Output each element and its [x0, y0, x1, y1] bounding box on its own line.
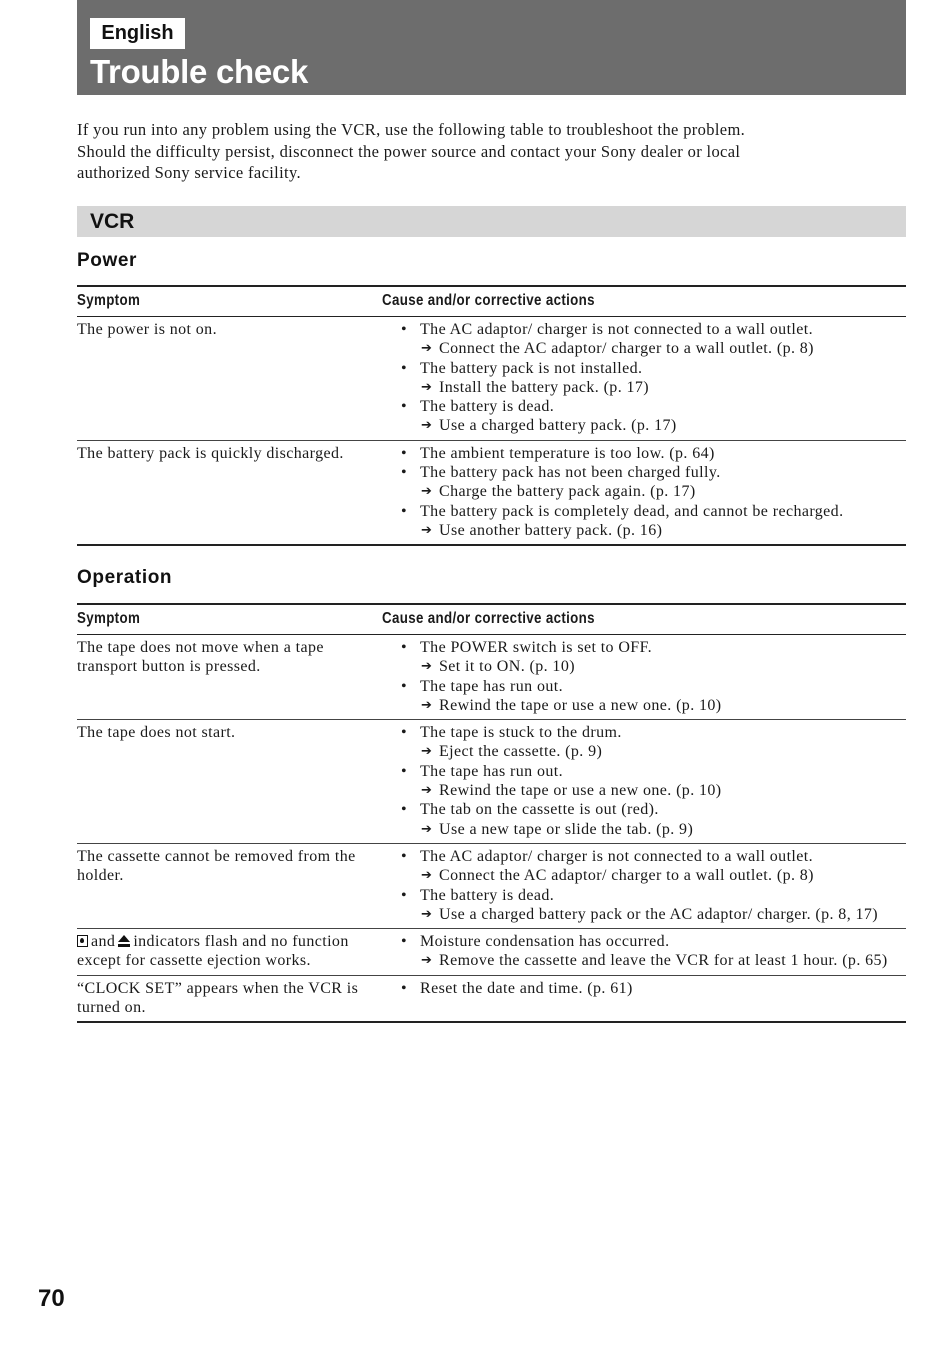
- intro-line: authorized Sony service facility.: [77, 163, 301, 183]
- arrow-right-icon: ➔: [421, 953, 433, 969]
- symptom-cell: [77, 635, 382, 720]
- cause-cell: [382, 440, 906, 545]
- cause-cell: [382, 720, 906, 844]
- cause-item: [382, 886, 906, 925]
- arrow-right-icon: ➔: [421, 522, 433, 538]
- action-text: Rewind the tape or use a new one. (p. 10): [439, 782, 722, 800]
- symptom-column-header: Symptom: [77, 604, 382, 635]
- action-text: Connect the AC adaptor/ charger to a wall outlet. (p. 8): [439, 867, 814, 885]
- cause-cell: [382, 317, 906, 441]
- corrective-action: [382, 657, 906, 676]
- cause-list: [382, 979, 906, 998]
- arrow-right-icon: ➔: [421, 868, 433, 884]
- cause-text: • The tape has run out.: [420, 677, 564, 695]
- action-text: Use a charged battery pack. (p. 17): [439, 417, 677, 435]
- symptom-cell: [77, 317, 382, 441]
- cause-item: [382, 320, 906, 359]
- symptom-text: The cassette cannot be removed from the holder.: [77, 847, 356, 885]
- action-text: Connect the AC adaptor/ charger to a wall outlet. (p. 8): [439, 340, 814, 358]
- corrective-action: [382, 416, 906, 435]
- page-number: 70: [38, 1285, 65, 1312]
- cause-item: [382, 762, 906, 801]
- corrective-action: [382, 866, 906, 885]
- cause-item: [382, 502, 906, 541]
- symptom-text: The tape does not start.: [77, 724, 236, 742]
- cause-item: [382, 359, 906, 398]
- intro-line: Should the difficulty persist, disconnect the power source and contact your Sony dealer or local: [77, 141, 741, 161]
- header-band: [77, 0, 906, 95]
- cause-item: [382, 397, 906, 436]
- symptom-text: “CLOCK SET” appears when the VCR is turned on.: [77, 979, 359, 1017]
- operation-rows: [77, 635, 906, 1023]
- cause-list: [382, 320, 906, 436]
- table-row: [77, 317, 906, 441]
- cause-item: [382, 847, 906, 886]
- power-rows: [77, 317, 906, 546]
- power-table: [77, 285, 906, 546]
- arrow-right-icon: ➔: [421, 659, 433, 675]
- cause-list: [382, 932, 906, 971]
- arrow-right-icon: ➔: [421, 341, 433, 357]
- cause-item: [382, 979, 906, 998]
- action-text: Eject the cassette. (p. 9): [439, 743, 603, 761]
- cause-column-header: Cause and/or corrective actions: [382, 286, 906, 317]
- language-label: English: [90, 18, 185, 49]
- corrective-action: [382, 696, 906, 715]
- power-heading: Power: [77, 250, 138, 271]
- symptom-cell: [77, 720, 382, 844]
- symptom-cell: [77, 975, 382, 1022]
- arrow-right-icon: ➔: [421, 379, 433, 395]
- table-row: [77, 635, 906, 720]
- corrective-action: [382, 742, 906, 761]
- action-text: Rewind the tape or use a new one. (p. 10): [439, 696, 722, 714]
- cause-cell: [382, 975, 906, 1022]
- cause-column-header: Cause and/or corrective actions: [382, 604, 906, 635]
- table-row: [77, 929, 906, 976]
- cause-item: [382, 800, 906, 839]
- cause-list: [382, 847, 906, 924]
- symptom-text: The power is not on.: [77, 321, 217, 338]
- cause-text: • The tape is stuck to the drum.: [420, 724, 622, 742]
- cause-cell: [382, 843, 906, 928]
- cause-item: [382, 723, 906, 762]
- corrective-action: [382, 482, 906, 501]
- cause-list: [382, 723, 906, 839]
- cause-item: [382, 932, 906, 971]
- corrective-action: [382, 905, 906, 924]
- cause-item: [382, 677, 906, 716]
- arrow-right-icon: ➔: [421, 418, 433, 434]
- symptom-cell: [77, 843, 382, 928]
- action-text: Remove the cassette and leave the VCR for at least 1 hour. (p. 65): [439, 952, 888, 970]
- cause-item: [382, 638, 906, 677]
- operation-heading: Operation: [77, 567, 173, 588]
- cause-text: • The tape has run out.: [420, 762, 564, 780]
- symptom-and-text: and: [91, 933, 116, 951]
- intro-line: If you run into any problem using the VCR, use the following table to troubleshoot the problem.: [77, 120, 746, 139]
- action-text: Install the battery pack. (p. 17): [439, 378, 650, 396]
- table-row: [77, 843, 906, 928]
- cause-text: • The battery pack has not been charged fully.: [420, 464, 721, 482]
- arrow-right-icon: ➔: [421, 697, 433, 713]
- symptom-cell: [77, 929, 382, 976]
- cause-text: • The ambient temperature is too low. (p. 64): [420, 444, 715, 462]
- cause-text: • The POWER switch is set to OFF.: [420, 639, 653, 656]
- table-row: [77, 440, 906, 545]
- symptom-column-header: Symptom: [77, 286, 382, 317]
- cause-text: • The battery pack is not installed.: [420, 359, 643, 377]
- table-row: [77, 720, 906, 844]
- symptom-cell: [77, 440, 382, 545]
- cause-item: [382, 463, 906, 502]
- corrective-action: [382, 378, 906, 397]
- arrow-right-icon: ➔: [421, 906, 433, 922]
- cause-text: • Reset the date and time. (p. 61): [420, 979, 633, 997]
- table-row: [77, 975, 906, 1022]
- cause-list: [382, 444, 906, 540]
- action-text: Use a charged battery pack or the AC adaptor/ charger. (p. 8, 17): [439, 905, 879, 923]
- page-title: Trouble check: [90, 53, 309, 90]
- operation-table: [77, 603, 906, 1023]
- corrective-action: [382, 820, 906, 839]
- action-text: Charge the battery pack again. (p. 17): [439, 483, 696, 501]
- cause-text: • Moisture condensation has occurred.: [420, 933, 670, 951]
- arrow-right-icon: ➔: [421, 744, 433, 760]
- action-text: Use another battery pack. (p. 16): [439, 521, 663, 539]
- arrow-right-icon: ➔: [421, 783, 433, 799]
- cause-text: • The battery is dead.: [420, 398, 555, 416]
- symptom-text: The battery pack is quickly discharged.: [77, 444, 344, 462]
- cause-text: • The AC adaptor/ charger is not connected to a wall outlet.: [420, 321, 814, 338]
- symptom-text: indicators flash and no function except for cassette ejection works.: [77, 933, 349, 970]
- cause-item: [382, 444, 906, 463]
- cause-list: [382, 638, 906, 715]
- cause-cell: [382, 635, 906, 720]
- arrow-right-icon: ➔: [421, 484, 433, 500]
- section-band: [77, 206, 906, 237]
- action-text: Use a new tape or slide the tab. (p. 9): [439, 820, 694, 838]
- cause-text: • The AC adaptor/ charger is not connected to a wall outlet.: [420, 847, 814, 865]
- cause-cell: [382, 929, 906, 976]
- cause-text: • The battery pack is completely dead, and cannot be recharged.: [420, 502, 844, 520]
- table-header-row: [77, 286, 906, 317]
- table-header-row: [77, 604, 906, 635]
- arrow-right-icon: ➔: [421, 821, 433, 837]
- corrective-action: [382, 521, 906, 540]
- moisture-indicator-icon: [77, 935, 88, 947]
- intro-text: [77, 119, 906, 184]
- symptom-text: The tape does not move when a tape transport button is pressed.: [77, 639, 324, 676]
- cause-text: • The tab on the cassette is out (red).: [420, 801, 659, 819]
- section-title: VCR: [90, 210, 135, 233]
- corrective-action: [382, 339, 906, 358]
- action-text: Set it to ON. (p. 10): [439, 658, 575, 676]
- eject-indicator-icon: [118, 935, 130, 947]
- cause-text: • The battery is dead.: [420, 886, 555, 904]
- corrective-action: [382, 781, 906, 800]
- corrective-action: [382, 951, 906, 970]
